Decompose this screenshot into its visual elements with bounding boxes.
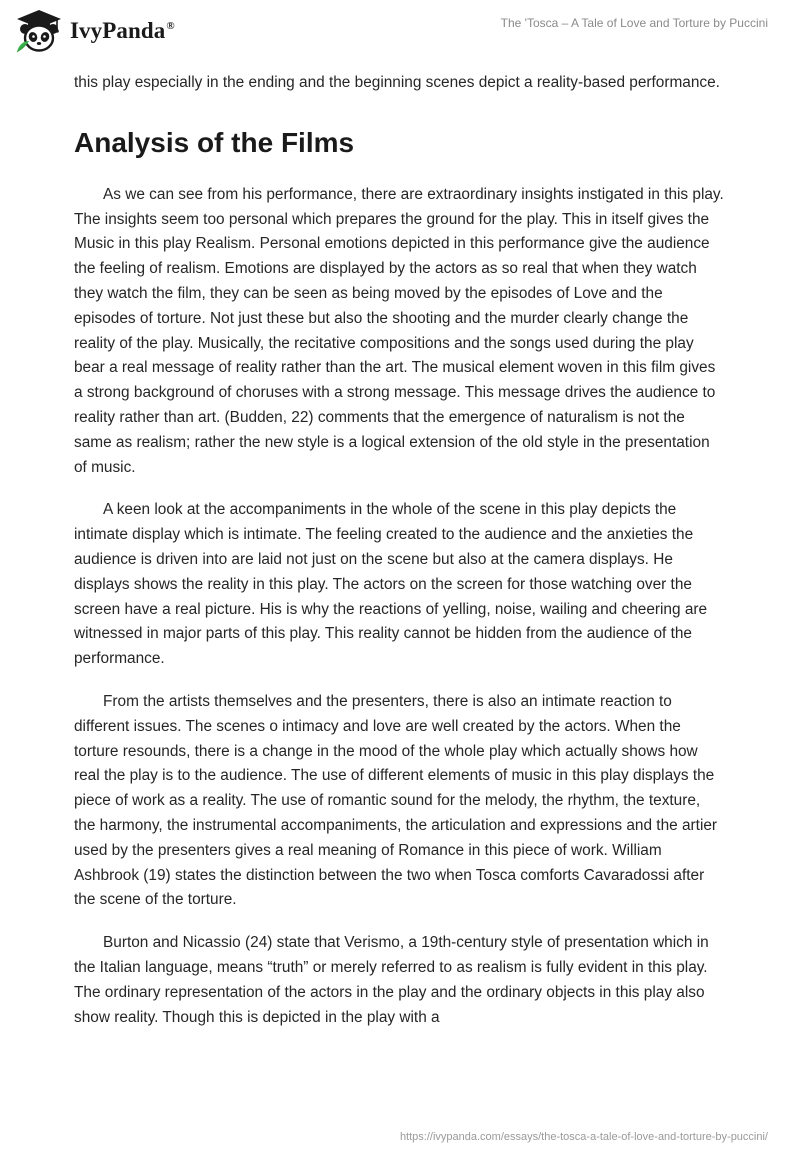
body-paragraph: From the artists themselves and the presenters, there is also an intimate reaction to different issues. The scenes o intimacy and love are well created by the actors. When the torture resounds, there is a change in the mood of the whole play which actually shows how real the play is to the audience. The use of different elements of music in this play displays the piece of work as a reality. The use of romantic sound for the melody, the rhythm, the texture, the harmony, the instrumental accompaniments, the articulation and expressions and the artier used by the presenters gives a real meaning of Romance in this piece of work. William Ashbrook (19) states the distinction between the two when Tosca comforts Cavaradossi after the scene of the torture. xyxy=(74,692,718,909)
body-paragraph: Burton and Nicassio (24) state that Verismo, a 19th-century style of presentation which in the Italian language, means “truth” or merely referred to as realism is fully evident in this play. The ordinary representation of the actors in the play and the ordinary objects in this play also show reality. Though this is depicted in the play with a xyxy=(74,934,709,1026)
essay-content xyxy=(74,71,724,1030)
page-header xyxy=(0,0,800,62)
source-url-link[interactable]: https://ivypanda.com/essays/the-tosca-a-tale-of-love-and-torture-by-puccini/ xyxy=(399,1131,768,1143)
registered-mark: ® xyxy=(166,20,175,33)
ivypanda-logo[interactable] xyxy=(14,8,175,54)
logo-wordmark: IvyPanda® xyxy=(70,18,175,43)
continuation-paragraph: this play especially in the ending and the beginning scenes depict a reality-based performance. xyxy=(74,74,720,91)
body-paragraph: A keen look at the accompaniments in the whole of the scene in this play depicts the intimate display which is intimate. The feeling created to the audience and the anxieties the audience is driven into are laid not just on the scene but also at the camera displays. He displays shows the reality in this play. The actors on the screen for those watching over the screen have a real picture. His is why the reactions of yelling, noise, wailing and cheering are witnessed in major parts of this play. This reality cannot be hidden from the audience of the performance. xyxy=(74,501,708,668)
section-heading: Analysis of the Films xyxy=(74,126,355,158)
panda-graduate-icon xyxy=(14,8,64,54)
document-title: The 'Tosca – A Tale of Love and Torture by Puccini xyxy=(500,16,768,30)
body-paragraph: As we can see from his performance, there are extraordinary insights instigated in this play. The insights seem too personal which prepares the ground for the play. This in itself gives the Music in this play Realism. Personal emotions depicted in this performance give the audience the feeling of realism. Emotions are displayed by the actors as so real that when they watch they watch the film, they can be seen as being moved by the episodes of Love and the episodes of torture. Not just these but also the shooting and the murder clearly change the reality of the play. Musically, the recitative compositions and the songs used during the play bear a real message of reality rather than the art. The musical element woven in this film gives a strong background of choruses with a strong message. This message drives the audience to reality rather than art. (Budden, 22) comments that the emergence of naturalism is not the same as realism; rather the new style is a logical extension of the old style in the presentation of music. xyxy=(74,185,724,476)
